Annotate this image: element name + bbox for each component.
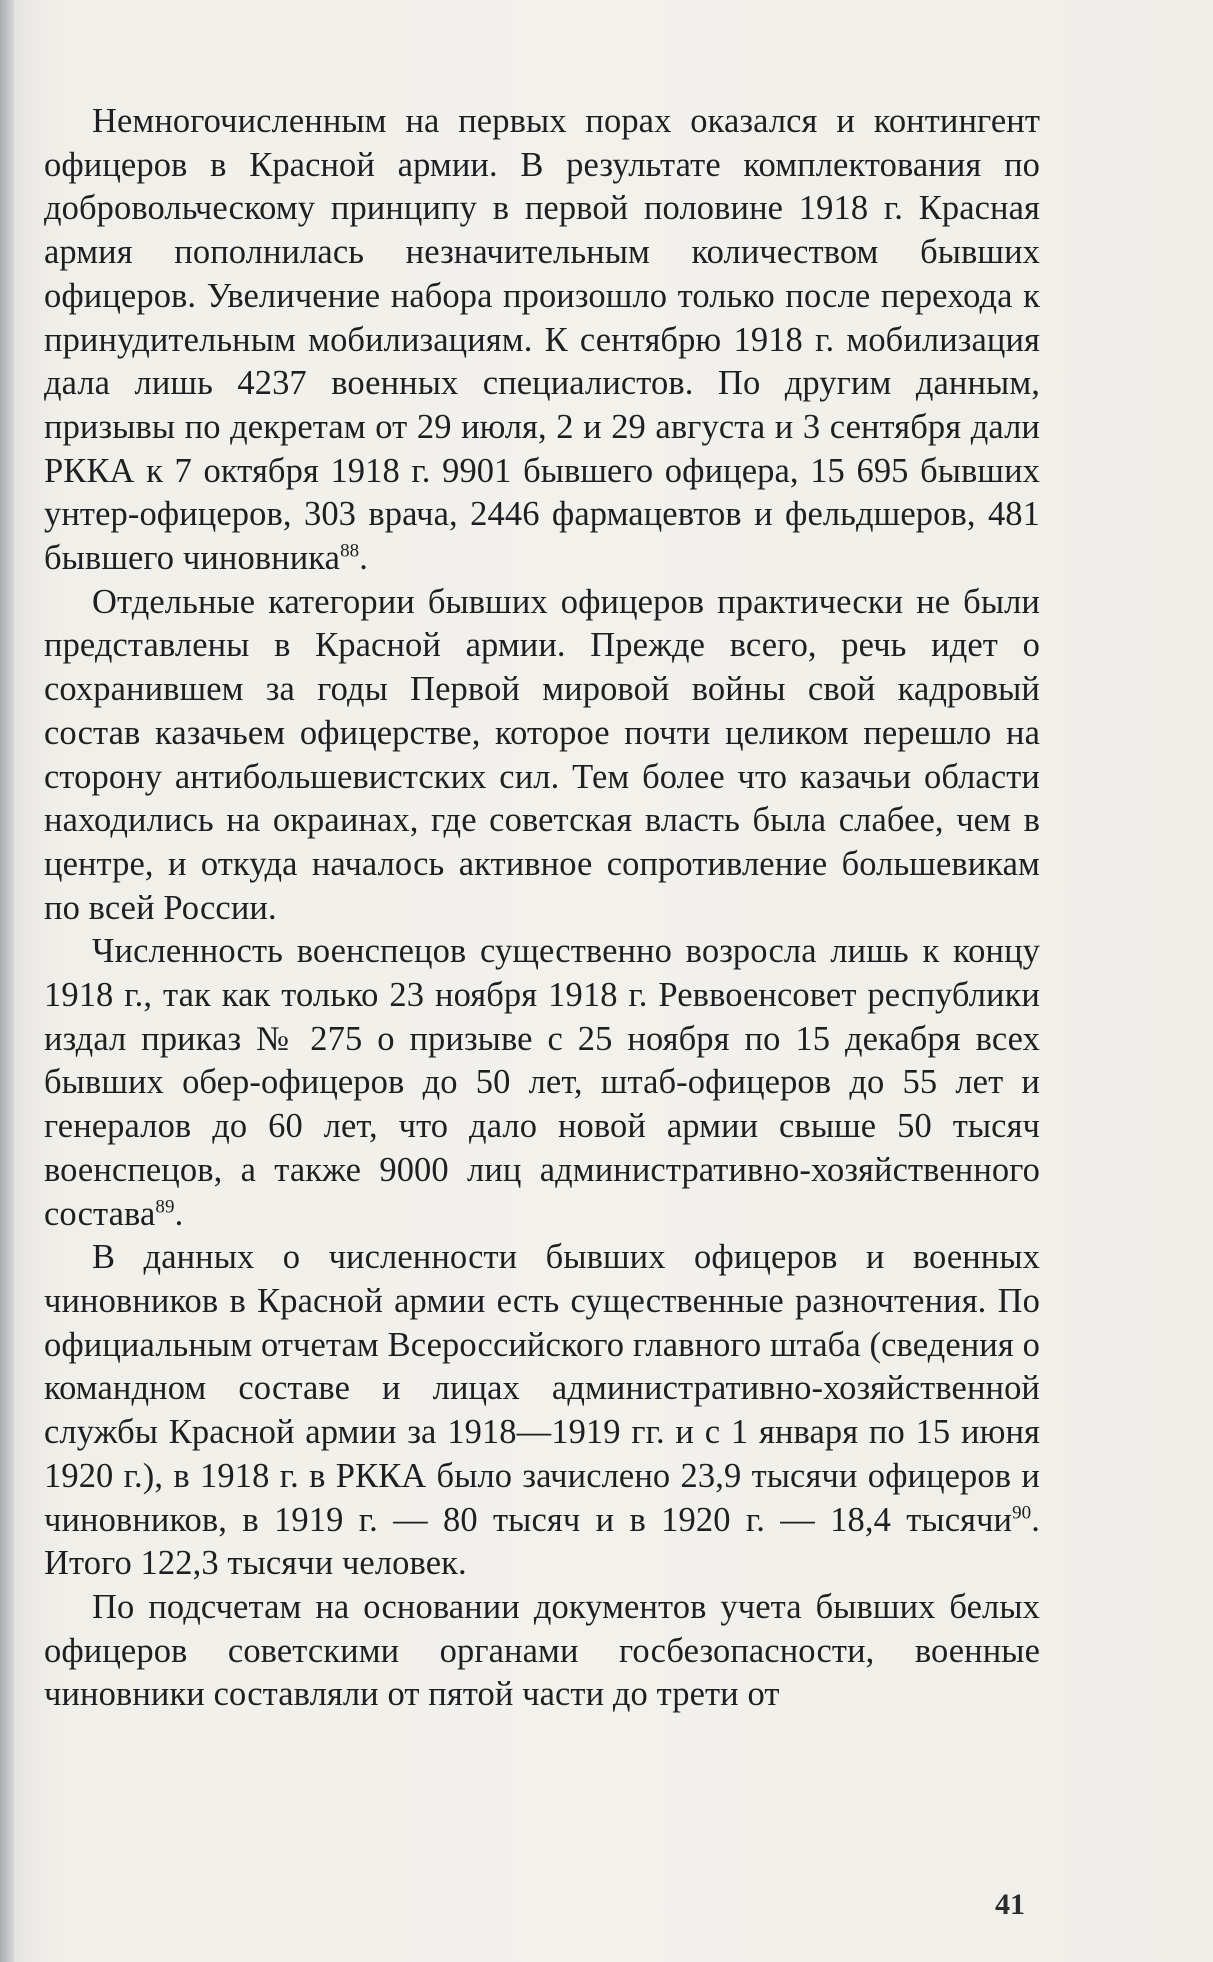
paragraph-3-tail: . bbox=[174, 1194, 184, 1233]
paragraph-3-text: Численность военспецов существенно возросла лишь к концу 1918 г., так как только 23 ноября 1918 г. Реввоенсовет республики издал приказ № 275 о призыве с 25 ноября по 15 декабря всех бывших обер-офицеров до 50 лет, штаб-офицеров до 55 лет и генералов до 60 лет, что дало новой армии свыше 50 тысяч военспецов, а также 9000 лиц административно-хозяйственного состава bbox=[44, 932, 1040, 1233]
footnote-ref-89: 89 bbox=[155, 1196, 175, 1218]
footnote-ref-88: 88 bbox=[340, 540, 360, 562]
paragraph-3 bbox=[44, 930, 1040, 1236]
body-text bbox=[44, 100, 1040, 1717]
footnote-ref-90: 90 bbox=[1012, 1502, 1032, 1523]
paragraph-4-text: В данных о численности бывших офицеров и военных чиновников в Красной армии есть существенные разночтения. По официальным отчетам Всероссийского главного штаба (сведения о командном составе и лицах административно-хозяйственной службы Красной армии за 1918—1919 гг. и с 1 января по 15 июня 1920 г.), в 1918 г. в РККА было зачислено 23,9 тысячи офицеров и чиновников, в 1919 г. — 80 тысяч и в 1920 г. — 18,4 тысячи bbox=[44, 1238, 1040, 1539]
paragraph-2 bbox=[44, 581, 1040, 931]
paragraph-5 bbox=[44, 1586, 1040, 1717]
book-gutter bbox=[0, 0, 14, 1962]
paragraph-1-text: Немногочисленным на первых порах оказался и контингент офицеров в Красной армии. В результате комплектования по добровольческому принципу в первой половине 1918 г. Красная армия пополнилась незначительным количеством бывших офицеров. Увеличение набора произошло только после перехода к принудительным мобилизациям. К сентябрю 1918 г. мобилизация дала лишь 4237 военных специалистов. По другим данным, призывы по декретам от 29 июля, 2 и 29 августа и 3 сентября дали РККА к 7 октября 1918 г. 9901 бывшего офицера, 15 695 бывших унтер-офицеров, 303 врача, 2446 фармацевтов и фельдшеров, 481 бывшего чиновника bbox=[44, 102, 1040, 578]
paragraph-4 bbox=[44, 1236, 1040, 1586]
page-number: 41 bbox=[995, 1888, 1025, 1921]
paragraph-1 bbox=[44, 100, 1040, 581]
paragraph-5-text: По подсчетам на основании документов учета бывших белых офицеров советскими органами госбезопасности, военные чиновники составляли от пятой части до трети от bbox=[44, 1587, 1040, 1714]
paragraph-2-text: Отдельные категории бывших офицеров практически не были представлены в Красной армии. Прежде всего, речь идет о сохранившем за годы Первой мировой войны свой кадровый состав казачьем офицерстве, которое почти целиком перешло на сторону антибольшевистских сил. Тем более что казачьи области находились на окраинах, где советская власть была слабее, чем в центре, и откуда началось активное сопротивление большевикам по всей России. bbox=[44, 582, 1040, 927]
paragraph-1-tail: . bbox=[359, 539, 368, 578]
paragraph-4-tail: . Итого 122,3 тысячи человек. bbox=[44, 1500, 1040, 1583]
